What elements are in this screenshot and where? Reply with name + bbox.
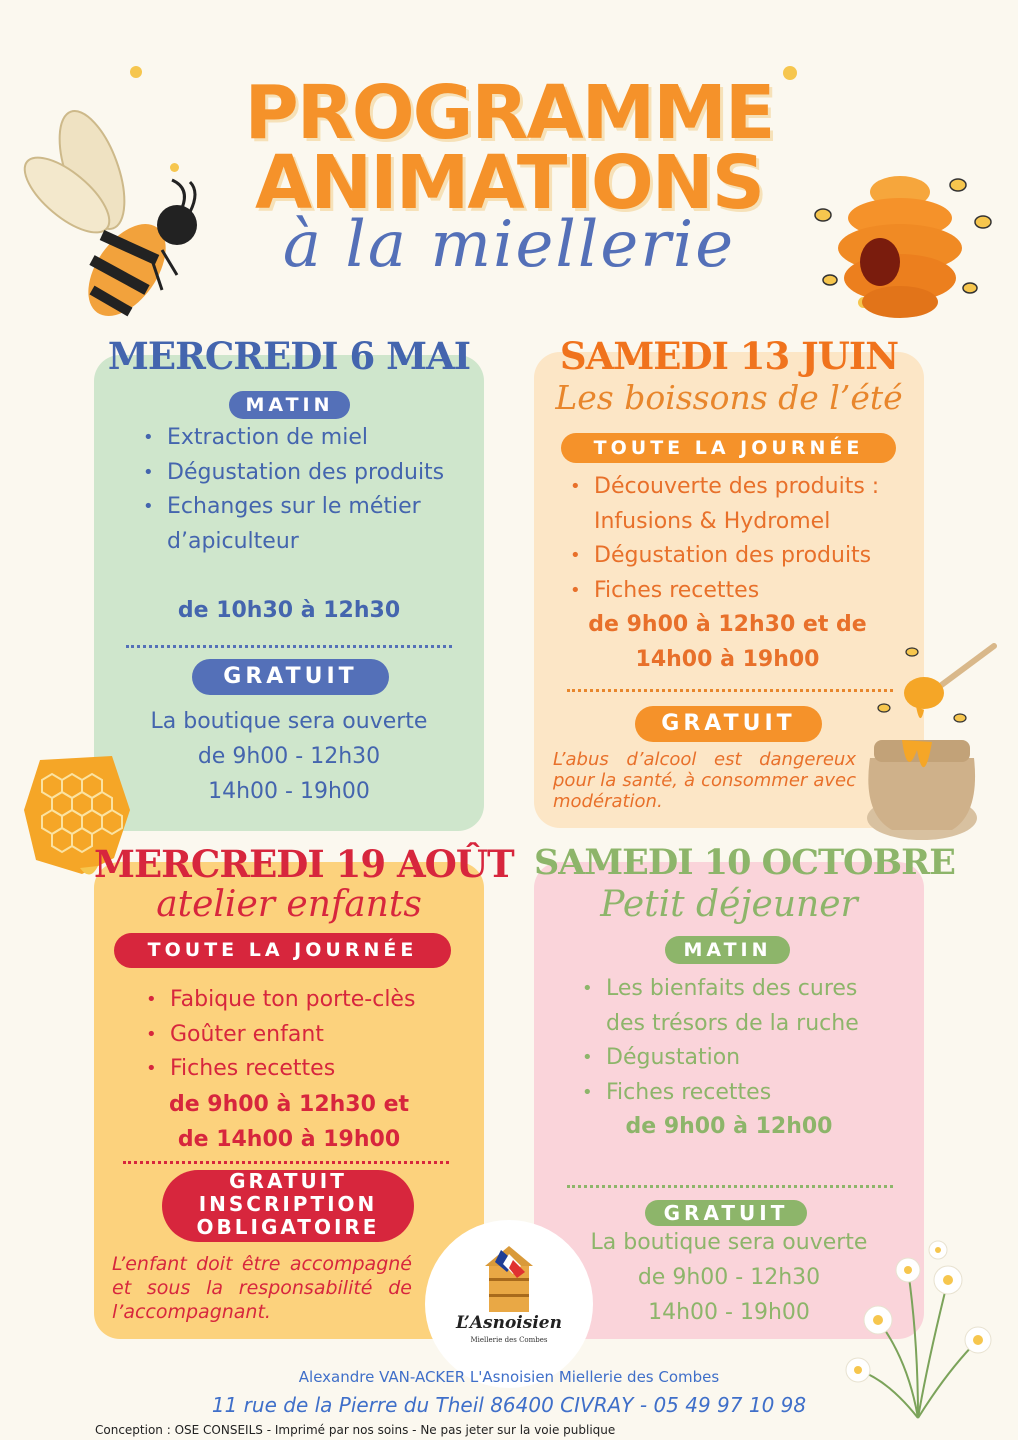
footer-address: 11 rue de la Pierre du Theil 86400 CIVRAY - 05 49 97 10 98 xyxy=(211,1393,807,1417)
pill-line: OBLIGATOIRE xyxy=(196,1215,380,1239)
shop-line: de 9h00 - 12h30 xyxy=(637,1265,821,1290)
shop-line: de 9h00 - 12h30 xyxy=(197,744,381,769)
list-item: • Echanges sur le métier d’apiculteur xyxy=(143,490,463,559)
pill-line: GRATUIT xyxy=(229,1169,347,1193)
pill-line: INSCRIPTION xyxy=(198,1192,378,1216)
card-juin-pill-journee: TOUTE LA JOURNÉE xyxy=(561,433,896,463)
title-line1: PROGRAMME xyxy=(244,70,774,156)
card-juin-list xyxy=(570,470,910,608)
card-aout-hours: de 9h00 à 12h30 et de 14h00 à 19h00 xyxy=(168,1092,410,1152)
divider xyxy=(123,1161,449,1164)
list-item: • Fiches recettes xyxy=(146,1052,466,1087)
card-octobre-pill-gratuit: GRATUIT xyxy=(645,1200,807,1226)
shop-line: 14h00 - 19h00 xyxy=(208,779,370,804)
list-item: • Les bienfaits des cures des trésors de la ruche xyxy=(582,972,902,1041)
card-aout-pill-gratuit xyxy=(162,1170,414,1242)
card-octobre-theme: Petit déjeuner xyxy=(600,884,858,925)
honey-pot-icon xyxy=(862,638,1002,843)
card-mai-shop xyxy=(94,704,484,809)
card-aout-note: L’enfant doit être accompagné et sous la responsabilité de l’accompagnant. xyxy=(112,1253,412,1323)
divider xyxy=(567,1185,893,1188)
card-octobre-heading: SAMEDI 10 OCTOBRE xyxy=(534,842,955,883)
list-item: • Fabique ton porte-clès xyxy=(146,983,466,1018)
card-aout-theme: atelier enfants xyxy=(156,884,422,925)
card-octobre-pill-matin: MATIN xyxy=(665,936,790,964)
card-octobre-hours: de 9h00 à 12h00 xyxy=(625,1114,833,1139)
shop-line: La boutique sera ouverte xyxy=(590,1230,868,1255)
card-mai-list xyxy=(143,421,463,559)
title-line2: ANIMATIONS xyxy=(254,140,764,226)
card-juin-pill-gratuit: GRATUIT xyxy=(635,706,822,742)
shop-line: La boutique sera ouverte xyxy=(150,709,428,734)
card-juin-theme: Les boissons de l’été xyxy=(555,378,903,417)
divider xyxy=(126,645,452,648)
list-item: • Extraction de miel xyxy=(143,421,463,456)
list-item: • Fiches recettes xyxy=(582,1076,902,1111)
logo xyxy=(425,1220,593,1388)
list-item: • Découverte des produits : Infusions & Hydromel xyxy=(570,470,910,539)
logo-name: L’Asnoisien xyxy=(456,1313,562,1333)
shop-line: 14h00 - 19h00 xyxy=(648,1300,810,1325)
list-item: • Dégustation des produits xyxy=(570,539,910,574)
divider xyxy=(567,689,893,692)
card-mai-heading: MERCREDI 6 MAI xyxy=(107,334,471,378)
footer-credits: Conception : OSE CONSEILS - Imprimé par nos soins - Ne pas jeter sur la voie publique xyxy=(95,1423,616,1437)
title-subtitle: à la miellerie xyxy=(282,208,736,282)
list-item: • Dégustation xyxy=(582,1041,902,1076)
card-mai-pill-gratuit: GRATUIT xyxy=(192,659,389,695)
card-juin-heading: SAMEDI 13 JUIN xyxy=(559,334,899,378)
card-mai-hours: de 10h30 à 12h30 xyxy=(177,598,401,623)
list-item: • Fiches recettes xyxy=(570,574,910,609)
hive-logo-icon xyxy=(481,1244,537,1316)
list-item: • Goûter enfant xyxy=(146,1018,466,1053)
footer-owner: Alexandre VAN-ACKER L'Asnoisien Miellerie des Combes xyxy=(298,1368,720,1386)
card-aout-list xyxy=(146,983,466,1087)
list-item: • Dégustation des produits xyxy=(143,456,463,491)
logo-tagline: Miellerie des Combes xyxy=(470,1336,548,1344)
card-aout-pill-journee: TOUTE LA JOURNÉE xyxy=(114,933,451,968)
card-aout-heading: MERCREDI 19 AOÛT xyxy=(94,842,514,886)
card-juin-note: L’abus d’alcool est dangereux pour la santé, à consommer avec modération. xyxy=(553,749,856,812)
card-juin-hours: de 9h00 à 12h30 et de 14h00 à 19h00 xyxy=(588,612,867,672)
card-mai-pill-matin: MATIN xyxy=(229,391,350,419)
card-octobre-list xyxy=(582,972,902,1110)
